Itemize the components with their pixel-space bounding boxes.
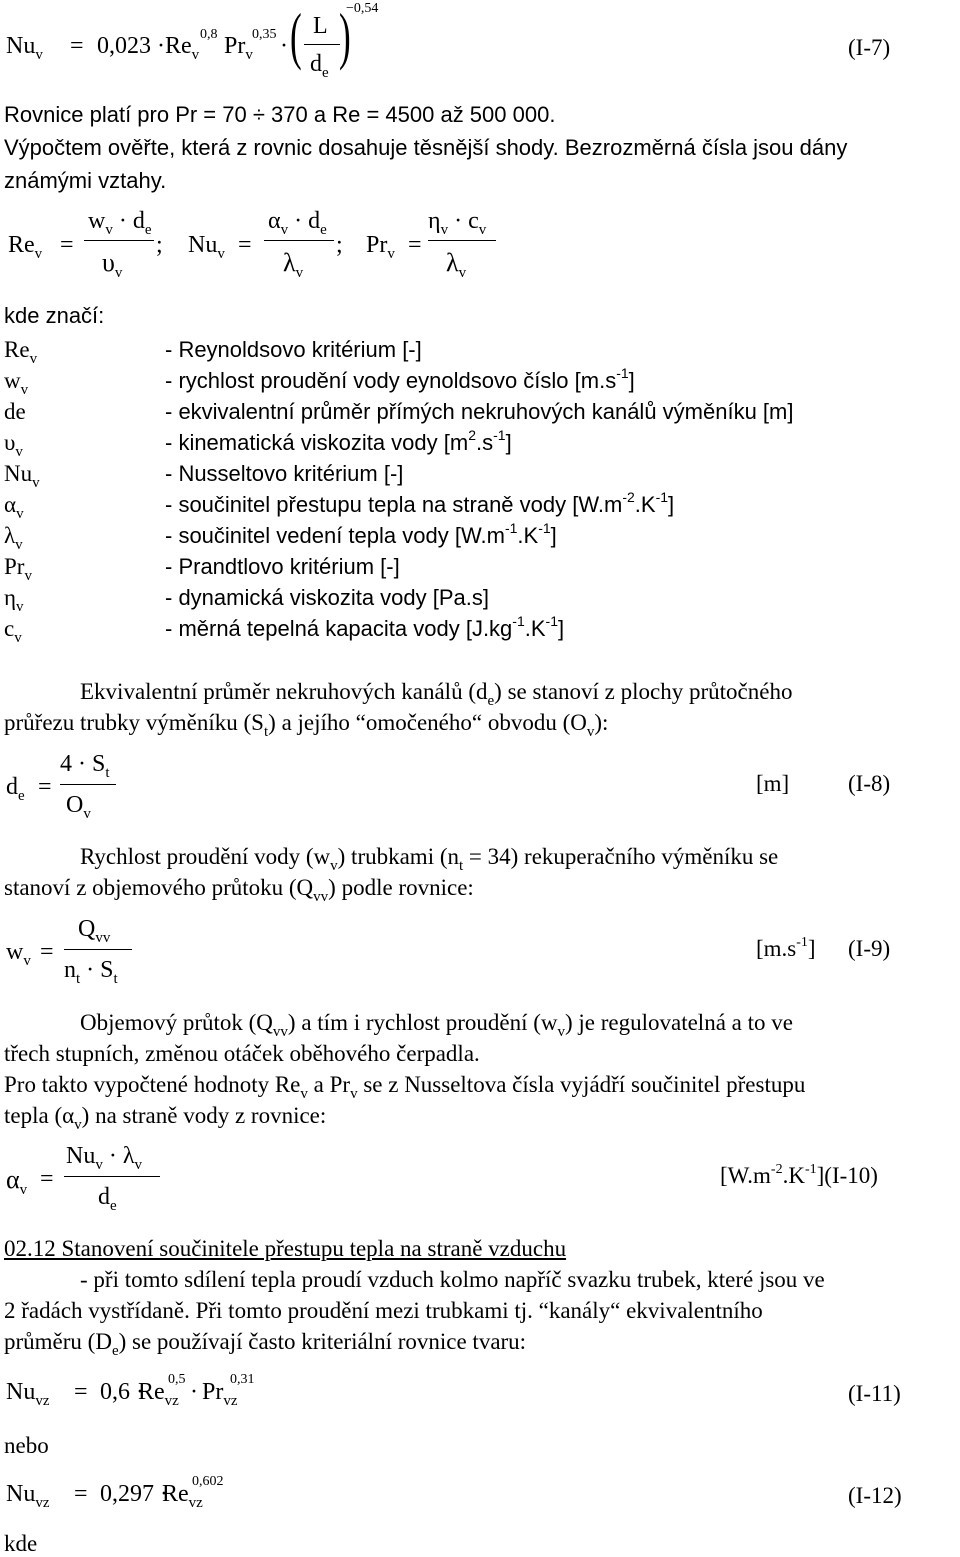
eq-i11-pr-sub: vz bbox=[223, 1393, 238, 1409]
eq-i7-pr: Pr bbox=[224, 33, 246, 59]
eq-i7-re-exp: 0,8 bbox=[200, 27, 218, 42]
para-air-text-b: 2 řadách vystřídaně. Při tomto proudění mezi trubkami tj. “kanály“ ekvivalentního bbox=[4, 1298, 763, 1323]
definition-symbol-sub: v bbox=[15, 444, 23, 460]
definition-text: - Prandtlovo kritérium [-] bbox=[165, 554, 400, 579]
eq-i12-re-sub: vz bbox=[188, 1495, 203, 1511]
para-q-sub-a: vv bbox=[272, 1024, 288, 1040]
definition-text: - rychlost proudění vody eynoldsovo číslo [m.s bbox=[165, 368, 617, 393]
eq-i7-re-sub: v bbox=[191, 47, 200, 63]
eq-i7-equals: = bbox=[70, 33, 84, 59]
definition-row bbox=[4, 337, 954, 367]
eq-i12-lhs-sub: vz bbox=[35, 1495, 50, 1511]
para-wv-text-b: ) trubkami (n bbox=[337, 844, 459, 869]
eq-i7-numerator: L bbox=[313, 13, 328, 39]
eq-re-den: υ bbox=[102, 248, 115, 277]
eq-pr-lhs: Pr bbox=[366, 232, 388, 258]
eq-i9-unit-sup: -1 bbox=[796, 935, 808, 950]
eq-i12-coef: 0,297 · bbox=[100, 1481, 168, 1507]
eq-i10-den: d bbox=[98, 1184, 110, 1210]
para-q-text-g: se z Nusseltova čísla vyjádří součinitel přestupu bbox=[357, 1072, 806, 1097]
eq-i10-den-sub: e bbox=[110, 1198, 117, 1214]
para-de-text-a: Ekvivalentní průměr nekruhových kanálů (d bbox=[80, 679, 488, 704]
definition-text: - Reynoldsovo kritérium [-] bbox=[165, 337, 422, 362]
eq-re-num-w-sub: v bbox=[105, 222, 113, 238]
eq-nu-den-sub: v bbox=[295, 265, 304, 281]
eq-nu-num-d: d bbox=[308, 208, 321, 234]
definition-sup: -2 bbox=[622, 489, 635, 505]
eq-i7-denominator: d bbox=[310, 51, 322, 77]
nebo-label: nebo bbox=[4, 1433, 49, 1458]
definition-symbol: η bbox=[4, 585, 17, 610]
eq-i10-num: Nu bbox=[66, 1143, 96, 1169]
eq-pr-num-eta-sub: v bbox=[440, 222, 449, 238]
para-wv-text-c: = 34) rekuperačního výměníku se bbox=[463, 844, 779, 869]
eq-i8-num: 4 · S bbox=[60, 751, 106, 777]
eq-re-fraction-bar bbox=[84, 240, 154, 241]
eq-i7-outer-exp: −0,54 bbox=[346, 1, 379, 16]
eq-i11-dot: · bbox=[190, 1379, 198, 1405]
eq-i7-lhs: Nu bbox=[6, 33, 36, 59]
eq-re-num-w: w bbox=[88, 208, 106, 234]
eq-i9-unit: [m.s bbox=[756, 936, 797, 961]
para-q-sub-e: v bbox=[300, 1086, 308, 1102]
eq-i10-unit-tail: ](I-10) bbox=[816, 1163, 878, 1188]
definition-sup2: -1 bbox=[655, 489, 669, 505]
definition-symbol: Re bbox=[4, 337, 30, 362]
para-q-text-d: třech stupních, změnou otáček oběhového čerpadla. bbox=[4, 1041, 480, 1066]
eq-i7-fraction-bar bbox=[304, 44, 340, 45]
para-wv-text-a: Rychlost proudění vody (w bbox=[80, 844, 331, 869]
definition-sup2: -1 bbox=[545, 613, 558, 629]
eq-pr-num-dot: · bbox=[454, 208, 463, 234]
eq-i8-den-sub: v bbox=[83, 806, 91, 822]
para-q-sub-f: v bbox=[350, 1086, 358, 1102]
eq-i10-num-sub: v bbox=[95, 1157, 103, 1173]
eq-i9-fraction-bar bbox=[64, 949, 132, 950]
eq-re-equals: = bbox=[60, 232, 74, 258]
eq-re-num-d-sub: e bbox=[144, 222, 152, 238]
para-q-text-a: Objemový průtok (Q bbox=[80, 1010, 273, 1035]
eq-pr-den-sub: v bbox=[458, 265, 467, 281]
eq-i10-unit-mid: .K bbox=[782, 1163, 805, 1188]
eq-i9-tag: (I-9) bbox=[848, 936, 891, 961]
eq-pr-equals: = bbox=[408, 232, 422, 258]
para-de-text-d: ) a jejího “omočeného“ obvodu (O bbox=[268, 710, 587, 735]
section-heading: 02.12 Stanovení součinitele přestupu tepla na straně vzduchu bbox=[4, 1236, 567, 1261]
para-de-sub-a: e bbox=[487, 693, 495, 709]
eq-i11-re-exp: 0,5 bbox=[168, 1372, 186, 1387]
definition-symbol: w bbox=[4, 368, 21, 393]
definition-tail: .s bbox=[476, 430, 494, 455]
definition-row bbox=[4, 427, 954, 460]
definition-text: - součinitel přestupu tepla na straně vody [W.m bbox=[165, 492, 623, 517]
para-air-sub-c: e bbox=[111, 1343, 119, 1359]
eq-nu-semicolon: ; bbox=[336, 232, 343, 258]
eq-i10-unit-sup2: -1 bbox=[804, 1162, 817, 1177]
eq-i9-den-s: · S bbox=[86, 957, 114, 983]
para-q-sub-h: v bbox=[74, 1117, 82, 1133]
eq-i10-lhs: α bbox=[6, 1165, 20, 1194]
eq-nu-num-d-sub: e bbox=[320, 222, 327, 238]
eq-re-num-d: d bbox=[132, 208, 145, 234]
eq-i9-num: Q bbox=[78, 916, 96, 942]
eq-i11-pr-exp: 0,31 bbox=[230, 1372, 255, 1387]
definition-sup: -1 bbox=[512, 613, 525, 629]
eq-i8-fraction-bar bbox=[60, 784, 116, 785]
eq-i11-lhs-sub: vz bbox=[35, 1393, 50, 1409]
definition-symbol: de bbox=[4, 399, 26, 424]
definition-text: - Nusseltovo kritérium [-] bbox=[165, 461, 404, 486]
eq-re-semicolon: ; bbox=[156, 232, 163, 258]
eq-i10-equals: = bbox=[40, 1166, 54, 1192]
definition-sup: -1 bbox=[616, 365, 629, 381]
definition-text: - ekvivalentní průměr přímých nekruhových kanálů výměníku [m] bbox=[165, 399, 794, 424]
eq-i10-lhs-sub: v bbox=[19, 1182, 28, 1198]
definition-tail2: ] bbox=[550, 523, 557, 548]
eq-i7-pr-exp: 0,35 bbox=[252, 27, 277, 42]
eq-i7-tag: (I-7) bbox=[848, 35, 891, 60]
eq-i9-lhs-sub: v bbox=[23, 953, 31, 969]
para-q-text-f: a Pr bbox=[307, 1072, 351, 1097]
kde-label: kde bbox=[4, 1531, 38, 1556]
para-q-text-e: Pro takto vypočtené hodnoty Re bbox=[4, 1072, 301, 1097]
eq-i8-den: O bbox=[66, 792, 84, 818]
eq-i7-pr-sub: v bbox=[245, 47, 253, 63]
eq-i8-tag: (I-8) bbox=[848, 771, 891, 796]
eq-i12-tag: (I-12) bbox=[848, 1483, 902, 1508]
eq-nu-equals: = bbox=[238, 232, 252, 258]
eq-i7-coef: 0,023 · bbox=[97, 33, 165, 59]
eq-i9-num-sub: vv bbox=[95, 930, 111, 946]
eq-i7-dot: · bbox=[280, 33, 288, 59]
definition-sup: 2 bbox=[468, 427, 476, 443]
para-q-text-h: tepla (α bbox=[4, 1103, 75, 1128]
para-q-sub-b: v bbox=[557, 1024, 565, 1040]
eq-i9-unit-tail: ] bbox=[807, 936, 816, 961]
eq-i11-equals: = bbox=[74, 1379, 88, 1405]
definition-sup2: -1 bbox=[493, 427, 506, 443]
definition-tail2: ] bbox=[668, 492, 675, 517]
eq-i12-lhs: Nu bbox=[6, 1481, 36, 1507]
para-q-text-c: ) je regulovatelná a to ve bbox=[564, 1010, 793, 1035]
eq-i7-re: Re bbox=[165, 33, 192, 59]
eq-pr-num-eta: η bbox=[428, 208, 441, 234]
eq-nu-fraction-bar bbox=[264, 240, 334, 241]
eq-pr-num-c: c bbox=[468, 208, 479, 234]
definition-symbol-sub: v bbox=[16, 599, 24, 615]
intro-line-2: Výpočtem ověřte, která z rovnic dosahuje těsnější shody. Bezrozměrná čísla jsou dány bbox=[4, 135, 848, 160]
para-air-text-d: ) se používají často kriteriální rovnice tvaru: bbox=[118, 1329, 527, 1354]
para-wv-sub-a: v bbox=[330, 858, 338, 874]
eq-i12-re: Re bbox=[162, 1481, 189, 1507]
definition-tail: ] bbox=[628, 368, 635, 393]
definition-sup2: -1 bbox=[538, 520, 551, 536]
definition-row bbox=[4, 489, 954, 522]
definition-symbol-sub: v bbox=[24, 568, 32, 584]
definition-symbol-sub: v bbox=[16, 506, 24, 522]
eq-i12-equals: = bbox=[74, 1481, 88, 1507]
definition-symbol: Pr bbox=[4, 554, 25, 579]
definition-tail2: ] bbox=[558, 616, 565, 641]
definition-symbol-sub: v bbox=[29, 351, 38, 367]
eq-i11-lhs: Nu bbox=[6, 1379, 36, 1405]
eq-i8-lhs-sub: e bbox=[18, 788, 25, 804]
definition-symbol: λ bbox=[4, 523, 16, 548]
definition-text: - dynamická viskozita vody [Pa.s] bbox=[165, 585, 490, 610]
eq-i9-den-sub: t bbox=[76, 971, 81, 987]
eq-nu-num-dot: · bbox=[294, 208, 303, 234]
definition-tail: .K bbox=[517, 523, 539, 548]
eq-i9-den-sub2: t bbox=[113, 971, 118, 987]
definition-symbol: α bbox=[4, 492, 17, 517]
para-wv-text-e: ) podle rovnice: bbox=[328, 875, 474, 900]
definition-symbol-sub: v bbox=[32, 475, 40, 491]
definition-symbol: c bbox=[4, 616, 15, 641]
eq-nu-lhs: Nu bbox=[188, 232, 218, 258]
definitions-heading: kde značí: bbox=[4, 303, 105, 328]
eq-i9-equals: = bbox=[40, 939, 54, 965]
eq-pr-den: λ bbox=[446, 248, 459, 277]
eq-pr-fraction-bar bbox=[428, 240, 496, 241]
para-de-sub-d: v bbox=[586, 724, 595, 740]
eq-nu-lhs-sub: v bbox=[217, 246, 225, 262]
intro-line-3: známými vztahy. bbox=[4, 168, 167, 193]
eq-i9-lhs: w bbox=[6, 939, 24, 965]
para-wv-sub-b: t bbox=[459, 858, 464, 874]
definition-tail: .K bbox=[634, 492, 656, 517]
eq-i10-unit: [W.m bbox=[720, 1163, 771, 1188]
eq-re-lhs-sub: v bbox=[34, 246, 43, 262]
para-wv-text-d: stanoví z objemového průtoku (Q bbox=[4, 875, 314, 900]
definition-symbol: Nu bbox=[4, 461, 33, 486]
definition-sup: -1 bbox=[504, 520, 518, 536]
eq-i11-re: Re bbox=[138, 1379, 165, 1405]
definition-tail: .K bbox=[524, 616, 546, 641]
eq-i11-coef: 0,6 · bbox=[100, 1379, 144, 1405]
para-de-text-c: průřezu trubky výměníku (S bbox=[4, 710, 264, 735]
eq-re-lhs: Re bbox=[8, 232, 35, 258]
para-de-text-b: ) se stanoví z plochy průtočného bbox=[494, 679, 793, 704]
para-q-text-i: ) na straně vody z rovnice: bbox=[81, 1103, 327, 1128]
eq-nu-num-alpha: α bbox=[268, 208, 281, 234]
eq-i8-lhs: d bbox=[6, 774, 18, 800]
eq-i8-equals: = bbox=[38, 774, 52, 800]
eq-i10-fraction-bar bbox=[64, 1176, 160, 1177]
definition-row bbox=[4, 399, 954, 429]
eq-i7-lhs-sub: v bbox=[35, 47, 43, 63]
definition-row bbox=[4, 365, 954, 398]
para-de-text-e: ): bbox=[594, 710, 609, 735]
eq-i11-re-sub: vz bbox=[164, 1393, 179, 1409]
eq-pr-lhs-sub: v bbox=[387, 246, 395, 262]
para-air-text-a: - při tomto sdílení tepla proudí vzduch kolmo napříč svazku trubek, které jsou ve bbox=[80, 1267, 825, 1292]
eq-i12-re-exp: 0,602 bbox=[192, 1474, 224, 1489]
eq-i11-tag: (I-11) bbox=[848, 1381, 901, 1406]
intro-line-1: Rovnice platí pro Pr = 70 ÷ 370 a Re = 4500 až 500 000. bbox=[4, 102, 556, 127]
definition-text: - měrná tepelná kapacita vody [J.kg bbox=[165, 616, 513, 641]
eq-i7-left-paren: ( bbox=[290, 0, 302, 71]
definition-symbol-sub: v bbox=[15, 537, 23, 553]
eq-pr-num-c-sub: v bbox=[478, 222, 487, 238]
eq-i8-unit: [m] bbox=[756, 771, 790, 796]
eq-i10-num-sub2: v bbox=[134, 1157, 142, 1173]
definition-row bbox=[4, 520, 954, 553]
eq-i10-unit-sup: -2 bbox=[770, 1162, 783, 1177]
eq-i11-pr: Pr bbox=[202, 1379, 224, 1405]
definition-symbol-sub: v bbox=[14, 630, 22, 646]
eq-nu-num-alpha-sub: v bbox=[280, 222, 289, 238]
definition-row bbox=[4, 554, 954, 584]
eq-i7-den-sub: e bbox=[322, 65, 329, 81]
eq-re-num-dot: · bbox=[118, 208, 127, 234]
eq-nu-den: λ bbox=[283, 248, 296, 277]
definition-text: - kinematická viskozita vody [m bbox=[165, 430, 469, 455]
definition-row bbox=[4, 585, 954, 615]
para-air-text-c: průměru (D bbox=[4, 1329, 112, 1354]
definition-row bbox=[4, 461, 954, 491]
definition-symbol: υ bbox=[4, 430, 16, 455]
para-q-text-b: ) a tím i rychlost proudění (w bbox=[287, 1010, 558, 1035]
eq-i7-right-paren: ) bbox=[339, 0, 351, 71]
eq-i8-num-sub: t bbox=[105, 765, 110, 781]
definition-text: - součinitel vedení tepla vody [W.m bbox=[165, 523, 505, 548]
definition-symbol-sub: v bbox=[20, 382, 29, 398]
definition-tail2: ] bbox=[505, 430, 512, 455]
definition-row bbox=[4, 613, 954, 646]
eq-re-den-sub: v bbox=[114, 265, 123, 281]
para-wv-sub-d: vv bbox=[313, 889, 329, 905]
para-de-sub-c: t bbox=[263, 724, 269, 740]
eq-i10-num-lambda: · λ bbox=[108, 1143, 135, 1169]
eq-i9-den: n bbox=[64, 957, 76, 983]
